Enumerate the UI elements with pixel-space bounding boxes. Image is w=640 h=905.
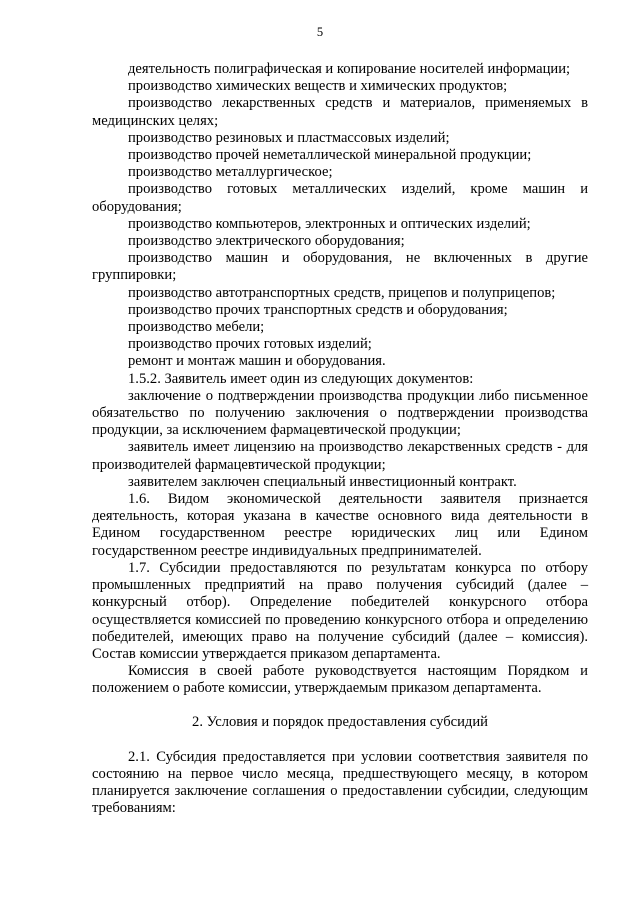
- list-item: заключение о подтверждении производства продукции либо письменное обязательство по получению заключения о подтверждении производства продукции, за исключением фармацевтической продукции;: [92, 387, 588, 439]
- list-item: заявитель имеет лицензию на производство лекарственных средств - для производителей фармацевтической продукции;: [92, 439, 588, 473]
- clause-2-1: 2.1. Субсидия предоставляется при условии соответствия заявителя по состоянию на первое число месяца, предшествующего месяцу, в котором планируется заключение соглашения о предоставлении субсидии, следующим требованиям:: [92, 748, 588, 817]
- page-number: 5: [316, 25, 324, 39]
- clause-1-7: 1.7. Субсидии предоставляются по результатам конкурса по отбору промышленных предприятий на право получения субсидий (далее – конкурсный отбор). Определение победителей конкурсного отбора осуществляется комиссией по проведению конкурсного отбора и определению победителей, имеющих право на получение субсидий (далее – комиссия). Состав комиссии утверждается приказом департамента.: [92, 559, 588, 662]
- document-body: [92, 61, 588, 818]
- list-item: производство лекарственных средств и материалов, применяемых в медицинских целях;: [92, 95, 588, 129]
- list-item: производство электрического оборудования;: [128, 233, 405, 250]
- list-item: производство прочих транспортных средств и оборудования;: [128, 301, 508, 318]
- commission-paragraph: Комиссия в своей работе руководствуется настоящим Порядком и положением о работе комиссии, утверждаемым приказом департамента.: [92, 663, 588, 697]
- section-heading: 2. Условия и порядок предоставления субсидий: [192, 713, 488, 730]
- clause-1-6: 1.6. Видом экономической деятельности заявителя признается деятельность, которая указана в качестве основного вида деятельности в Едином государственном реестре юридических лиц или Едином государственном реестре индивидуальных предпринимателей.: [92, 491, 588, 559]
- list-item: производство машин и оборудования, не включенных в другие группировки;: [92, 250, 588, 284]
- list-item: ремонт и монтаж машин и оборудования.: [128, 353, 386, 370]
- list-item: производство мебели;: [128, 319, 265, 336]
- list-item: производство химических веществ и химических продуктов;: [128, 78, 508, 95]
- list-item: производство прочих готовых изделий;: [128, 336, 372, 353]
- list-item: производство металлургическое;: [128, 164, 333, 181]
- list-item: производство резиновых и пластмассовых изделий;: [128, 129, 450, 146]
- list-item: производство прочей неметаллической минеральной продукции;: [128, 147, 532, 164]
- list-item: заявителем заключен специальный инвестиционный контракт.: [128, 473, 517, 490]
- list-item: производство автотранспортных средств, прицепов и полуприцепов;: [128, 284, 556, 301]
- clause-1-5-2: 1.5.2. Заявитель имеет один из следующих документов:: [128, 370, 474, 387]
- list-item: производство готовых металлических изделий, кроме машин и оборудования;: [92, 181, 588, 215]
- list-item: производство компьютеров, электронных и оптических изделий;: [128, 215, 531, 232]
- list-item: деятельность полиграфическая и копирование носителей информации;: [128, 61, 571, 77]
